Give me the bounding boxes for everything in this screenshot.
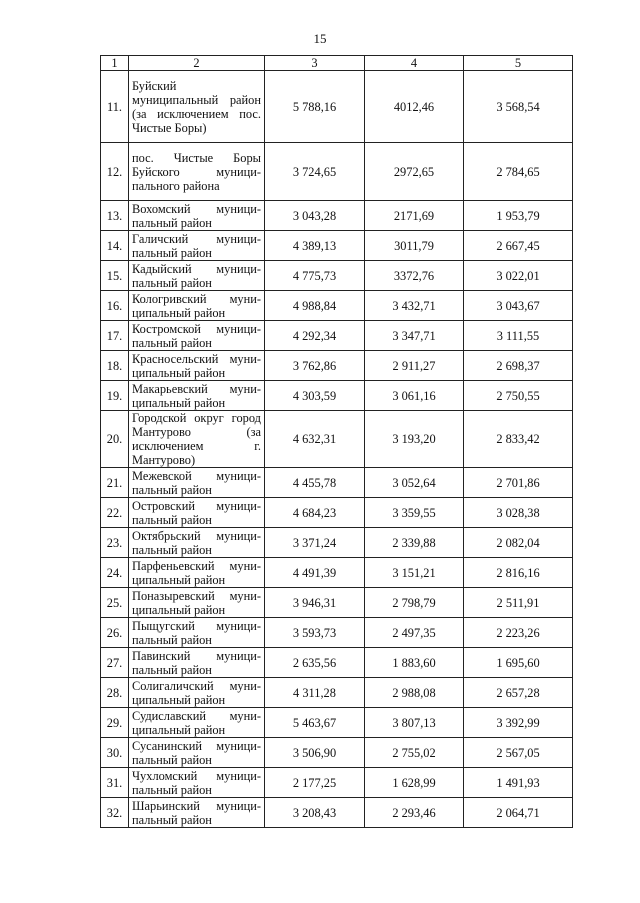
value-col5-cell [464, 321, 573, 351]
value-col4-text: 3 052,64 [392, 475, 436, 490]
value-col3-cell [265, 738, 365, 768]
district-name-cell [129, 231, 265, 261]
row-number-cell [101, 71, 129, 143]
district-name-text: Судиславский муни-ципальный район [132, 708, 261, 737]
table-row [101, 71, 573, 143]
value-col3-cell [265, 468, 365, 498]
value-col3-cell [265, 231, 365, 261]
district-name-text: Кологривский муни-ципальный район [132, 291, 261, 320]
district-name-cell [129, 558, 265, 588]
table-row [101, 588, 573, 618]
row-number-cell [101, 231, 129, 261]
table-row [101, 528, 573, 558]
row-number-text: 12. [106, 164, 123, 179]
column-header: 1 [101, 56, 129, 71]
value-col4-cell [365, 468, 464, 498]
column-header: 3 [265, 56, 365, 71]
district-name-cell [129, 143, 265, 201]
value-col4-cell [365, 143, 464, 201]
value-col4-text: 2 988,08 [392, 685, 436, 700]
row-number-text: 20. [106, 432, 123, 446]
value-col3-cell [265, 648, 365, 678]
district-name-text: Пыщугский муници-пальный район [132, 618, 261, 647]
value-col4-cell [365, 768, 464, 798]
value-col3-text: 3 724,65 [292, 164, 337, 179]
value-col4-cell [365, 528, 464, 558]
value-col3-cell [265, 261, 365, 291]
value-col3-text: 4 389,13 [292, 238, 337, 253]
district-name-cell [129, 738, 265, 768]
row-number-text: 14. [106, 238, 123, 253]
district-name-text: Костромской муници-пальный район [132, 321, 261, 350]
row-number-text: 31. [106, 775, 123, 790]
table-row [101, 201, 573, 231]
row-number-text: 17. [106, 328, 123, 343]
value-col5-text: 2 750,55 [496, 388, 540, 403]
value-col5-text: 2 657,28 [496, 685, 540, 700]
row-number-cell [101, 143, 129, 201]
value-col5-cell [464, 261, 573, 291]
table-header-row [101, 56, 573, 71]
table-row [101, 321, 573, 351]
value-col3-cell [265, 678, 365, 708]
value-col4-text: 2 911,27 [392, 358, 436, 373]
row-number-cell [101, 678, 129, 708]
value-col3-cell [265, 351, 365, 381]
value-col4-cell [365, 381, 464, 411]
value-col4-text: 1 883,60 [392, 655, 436, 670]
district-name-text: Буйский муниципальный район (за исключением пос. Чистые Боры) [132, 78, 261, 135]
district-name-text: Парфеньевский муни-ципальный район [132, 558, 261, 587]
value-col3-cell [265, 498, 365, 528]
district-name-text: Кадыйский муници-пальный район [132, 261, 261, 290]
value-col4-text: 3 359,55 [392, 505, 436, 520]
value-col5-cell [464, 71, 573, 143]
value-col5-text: 3 392,99 [496, 715, 540, 730]
district-name-cell [129, 798, 265, 828]
table-row [101, 618, 573, 648]
value-col3-text: 4 775,73 [292, 268, 337, 283]
value-col4-text: 2972,65 [393, 164, 435, 179]
value-col3-text: 4 303,59 [292, 388, 337, 403]
value-col3-cell [265, 558, 365, 588]
row-number-text: 25. [106, 595, 123, 610]
district-name-text: Галичский муници-пальный район [132, 231, 261, 260]
table-row [101, 231, 573, 261]
district-name-cell [129, 411, 265, 468]
row-number-cell [101, 291, 129, 321]
value-col5-cell [464, 143, 573, 201]
value-col4-cell [365, 351, 464, 381]
district-name-text: Красносельский муни-ципальный район [132, 351, 261, 380]
value-col3-cell [265, 201, 365, 231]
district-name-cell [129, 71, 265, 143]
column-header: 4 [365, 56, 464, 71]
table-row [101, 468, 573, 498]
value-col3-cell [265, 708, 365, 738]
table-row [101, 558, 573, 588]
value-col3-text: 4 632,31 [292, 432, 337, 446]
district-name-cell [129, 321, 265, 351]
row-number-cell [101, 528, 129, 558]
row-number-text: 21. [106, 475, 123, 490]
table-row [101, 738, 573, 768]
value-col4-cell [365, 738, 464, 768]
district-name-cell [129, 201, 265, 231]
district-name-cell [129, 381, 265, 411]
value-col5-cell [464, 618, 573, 648]
value-col5-text: 3 568,54 [496, 99, 540, 114]
district-name-text: Шарьинский муници-пальный район [132, 798, 261, 827]
row-number-text: 15. [106, 268, 123, 283]
value-col4-cell [365, 618, 464, 648]
row-number-cell [101, 768, 129, 798]
value-col4-cell [365, 411, 464, 468]
value-col4-text: 3011,79 [394, 238, 434, 253]
value-col4-text: 2 798,79 [392, 595, 436, 610]
value-col5-cell [464, 231, 573, 261]
value-col5-cell [464, 678, 573, 708]
table-row [101, 708, 573, 738]
value-col3-cell [265, 143, 365, 201]
value-col5-cell [464, 468, 573, 498]
value-col3-text: 4 292,34 [292, 328, 337, 343]
table-row [101, 351, 573, 381]
table-row [101, 291, 573, 321]
district-name-cell [129, 768, 265, 798]
value-col5-text: 2 064,71 [496, 805, 540, 820]
row-number-text: 24. [106, 565, 123, 580]
value-col3-text: 4 491,39 [292, 565, 337, 580]
page-number: 15 [313, 31, 327, 46]
value-col5-text: 2 511,91 [496, 595, 540, 610]
value-col5-text: 2 698,37 [496, 358, 540, 373]
value-col5-text: 1 491,93 [496, 775, 540, 790]
value-col4-text: 3 151,21 [392, 565, 436, 580]
table-row [101, 768, 573, 798]
district-name-cell [129, 708, 265, 738]
value-col3-text: 4 988,84 [292, 298, 337, 313]
column-header: 2 [129, 56, 265, 71]
value-col5-text: 3 028,38 [496, 505, 540, 520]
row-number-text: 29. [106, 715, 123, 730]
value-col5-text: 2 223,26 [496, 625, 540, 640]
row-number-cell [101, 648, 129, 678]
row-number-text: 16. [106, 298, 123, 313]
value-col4-cell [365, 71, 464, 143]
table-row [101, 648, 573, 678]
row-number-cell [101, 201, 129, 231]
value-col5-cell [464, 708, 573, 738]
value-col4-text: 2 755,02 [392, 745, 436, 760]
row-number-text: 26. [106, 625, 123, 640]
table-row [101, 498, 573, 528]
row-number-cell [101, 618, 129, 648]
table-row [101, 143, 573, 201]
district-name-text: Поназыревский муни-ципальный район [132, 588, 261, 617]
value-col3-cell [265, 798, 365, 828]
value-col3-text: 2 635,56 [292, 655, 337, 670]
table-row [101, 798, 573, 828]
district-name-text: Вохомский муници-пальный район [132, 201, 261, 230]
value-col4-text: 3 432,71 [392, 298, 436, 313]
district-name-cell [129, 528, 265, 558]
value-col5-cell [464, 588, 573, 618]
value-col5-text: 2 567,05 [496, 745, 540, 760]
value-col3-text: 3 946,31 [292, 595, 337, 610]
table-row [101, 381, 573, 411]
district-name-text: Сусанинский муници-пальный район [132, 738, 261, 767]
row-number-cell [101, 558, 129, 588]
value-col4-cell [365, 231, 464, 261]
value-col4-text: 2171,69 [393, 208, 435, 223]
value-col3-text: 5 788,16 [292, 99, 337, 114]
value-col5-text: 2 082,04 [496, 535, 540, 550]
value-col3-text: 4 684,23 [292, 505, 337, 520]
table-row [101, 261, 573, 291]
row-number-cell [101, 468, 129, 498]
value-col4-text: 2 293,46 [392, 805, 436, 820]
value-col4-cell [365, 558, 464, 588]
value-col3-text: 4 455,78 [292, 475, 337, 490]
value-col4-text: 3 347,71 [392, 328, 436, 343]
column-header: 5 [464, 56, 573, 71]
row-number-text: 30. [106, 745, 123, 760]
value-col4-text: 3 807,13 [392, 715, 436, 730]
district-name-text: Павинский муници-пальный район [132, 648, 261, 677]
district-name-cell [129, 498, 265, 528]
value-col4-cell [365, 321, 464, 351]
value-col4-text: 3 061,16 [392, 388, 436, 403]
value-col3-cell [265, 411, 365, 468]
district-name-cell [129, 678, 265, 708]
row-number-cell [101, 738, 129, 768]
district-name-cell [129, 648, 265, 678]
district-name-cell [129, 468, 265, 498]
value-col5-cell [464, 291, 573, 321]
value-col5-text: 3 111,55 [496, 328, 540, 343]
value-col4-cell [365, 201, 464, 231]
value-col5-text: 1 695,60 [496, 655, 540, 670]
value-col4-cell [365, 261, 464, 291]
value-col3-cell [265, 618, 365, 648]
value-col4-cell [365, 291, 464, 321]
value-col5-cell [464, 648, 573, 678]
data-table [100, 55, 573, 828]
row-number-cell [101, 708, 129, 738]
district-name-cell [129, 291, 265, 321]
value-col5-cell [464, 351, 573, 381]
value-col3-cell [265, 381, 365, 411]
value-col5-cell [464, 498, 573, 528]
district-name-text: Солигаличский муни-ципальный район [132, 678, 261, 707]
value-col5-text: 3 022,01 [496, 268, 540, 283]
row-number-text: 27. [106, 655, 123, 670]
row-number-cell [101, 411, 129, 468]
row-number-text: 28. [106, 685, 123, 700]
value-col3-cell [265, 321, 365, 351]
table-row [101, 678, 573, 708]
value-col5-cell [464, 798, 573, 828]
value-col3-text: 3 043,28 [292, 208, 337, 223]
value-col5-cell [464, 558, 573, 588]
district-name-text: пос. Чистые Боры Буйского муници-пального района [132, 150, 261, 193]
value-col5-cell [464, 528, 573, 558]
row-number-cell [101, 798, 129, 828]
value-col4-text: 1 628,99 [392, 775, 436, 790]
value-col5-text: 2 667,45 [496, 238, 540, 253]
district-name-text: Межевской муници-пальный район [132, 468, 261, 497]
row-number-cell [101, 588, 129, 618]
value-col3-cell [265, 291, 365, 321]
value-col3-text: 4 311,28 [293, 685, 336, 700]
district-name-text: Макарьевский муни-ципальный район [132, 381, 261, 410]
value-col3-cell [265, 528, 365, 558]
value-col5-text: 2 784,65 [496, 164, 540, 179]
value-col5-text: 2 833,42 [496, 432, 540, 446]
row-number-text: 18. [106, 358, 123, 373]
value-col4-cell [365, 708, 464, 738]
value-col3-text: 3 506,90 [292, 745, 337, 760]
value-col3-text: 5 463,67 [292, 715, 337, 730]
value-col4-text: 2 497,35 [392, 625, 436, 640]
row-number-cell [101, 321, 129, 351]
row-number-cell [101, 261, 129, 291]
value-col3-text: 3 762,86 [292, 358, 337, 373]
district-name-cell [129, 261, 265, 291]
value-col4-cell [365, 648, 464, 678]
value-col4-cell [365, 798, 464, 828]
row-number-text: 11. [106, 99, 123, 114]
row-number-text: 19. [106, 388, 123, 403]
value-col4-text: 2 339,88 [392, 535, 436, 550]
district-name-text: Островский муници-пальный район [132, 498, 261, 527]
value-col3-text: 3 371,24 [292, 535, 337, 550]
row-number-cell [101, 498, 129, 528]
district-name-text: Чухломский муници-пальный район [132, 768, 261, 797]
value-col5-cell [464, 381, 573, 411]
value-col3-cell [265, 588, 365, 618]
value-col4-text: 3372,76 [393, 268, 435, 283]
row-number-text: 13. [106, 208, 123, 223]
district-name-text: Октябрьский муници-пальный район [132, 528, 261, 557]
value-col4-cell [365, 678, 464, 708]
value-col4-cell [365, 588, 464, 618]
district-name-cell [129, 351, 265, 381]
row-number-cell [101, 351, 129, 381]
district-name-text: Городской округ город Мантурово (за исключением г. Мантурово) [132, 411, 261, 467]
value-col5-text: 3 043,67 [496, 298, 540, 313]
row-number-text: 23. [106, 535, 123, 550]
value-col3-text: 2 177,25 [292, 775, 337, 790]
row-number-text: 22. [106, 505, 123, 520]
value-col3-cell [265, 768, 365, 798]
table-body [101, 71, 573, 828]
value-col4-cell [365, 498, 464, 528]
value-col5-cell [464, 411, 573, 468]
value-col5-text: 2 701,86 [496, 475, 540, 490]
value-col3-text: 3 208,43 [292, 805, 337, 820]
table-row [101, 411, 573, 468]
value-col3-text: 3 593,73 [292, 625, 337, 640]
district-name-cell [129, 588, 265, 618]
value-col5-cell [464, 768, 573, 798]
value-col3-cell [265, 71, 365, 143]
district-name-cell [129, 618, 265, 648]
value-col5-cell [464, 201, 573, 231]
row-number-cell [101, 381, 129, 411]
value-col4-text: 4012,46 [393, 99, 435, 114]
value-col5-text: 1 953,79 [496, 208, 540, 223]
value-col4-text: 3 193,20 [392, 432, 436, 446]
value-col5-text: 2 816,16 [496, 565, 540, 580]
row-number-text: 32. [106, 805, 123, 820]
value-col5-cell [464, 738, 573, 768]
